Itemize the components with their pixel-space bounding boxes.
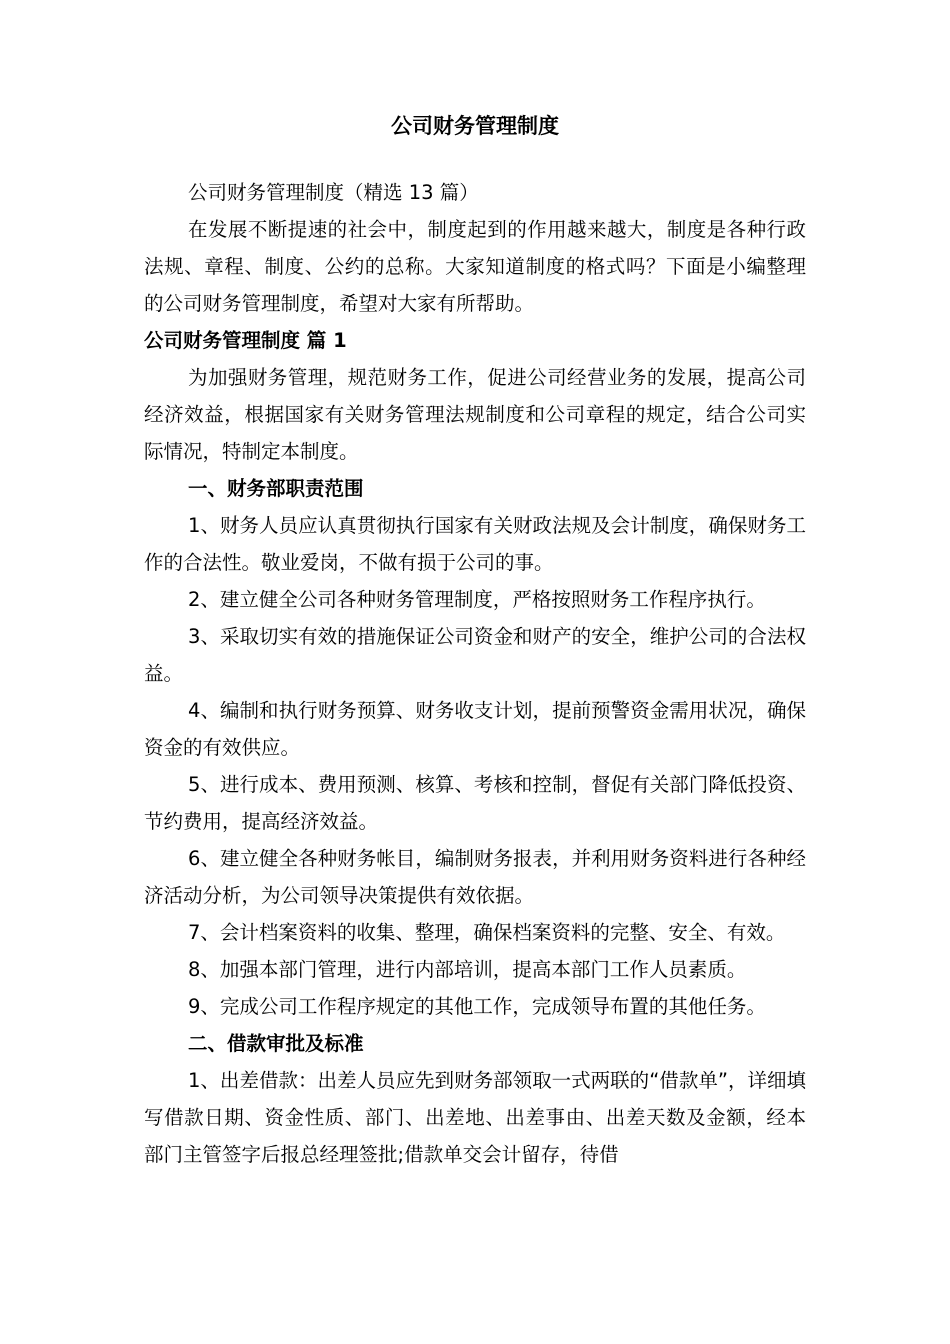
paragraph: 2、建立健全公司各种财务管理制度，严格按照财务工作程序执行。 bbox=[188, 588, 766, 611]
paragraph: 8、加强本部门管理，进行内部培训，提高本部门工作人员素质。 bbox=[188, 958, 747, 981]
paragraph: 4、编制和执行财务预算、财务收支计划，提前预警资金需用状况，确保资金的有效供应。 bbox=[144, 699, 806, 759]
document-body bbox=[144, 174, 806, 1173]
paragraph: 公司财务管理制度（精选 13 篇） bbox=[188, 181, 479, 204]
section-heading: 一、财务部职责范围 bbox=[188, 477, 364, 500]
paragraph: 在发展不断提速的社会中，制度起到的作用越来越大，制度是各种行政法规、章程、制度、公约的总称。大家知道制度的格式吗？下面是小编整理的公司财务管理制度，希望对大家有所帮助。 bbox=[144, 218, 806, 315]
paragraph: 9、完成公司工作程序规定的其他工作，完成领导布置的其他任务。 bbox=[188, 995, 766, 1018]
paragraph: 3、采取切实有效的措施保证公司资金和财产的安全，维护公司的合法权益。 bbox=[144, 625, 806, 685]
paragraph: 为加强财务管理，规范财务工作，促进公司经营业务的发展，提高公司经济效益，根据国家有关财务管理法规制度和公司章程的规定，结合公司实际情况，特制定本制度。 bbox=[144, 366, 806, 463]
paragraph: 6、建立健全各种财务帐目，编制财务报表，并利用财务资料进行各种经济活动分析，为公司领导决策提供有效依据。 bbox=[144, 847, 806, 907]
paragraph: 1、财务人员应认真贯彻执行国家有关财政法规及会计制度，确保财务工作的合法性。敬业爱岗，不做有损于公司的事。 bbox=[144, 514, 806, 574]
section-heading: 二、借款审批及标准 bbox=[188, 1032, 364, 1055]
section-heading: 公司财务管理制度 篇 1 bbox=[144, 329, 347, 352]
paragraph: 5、进行成本、费用预测、核算、考核和控制，督促有关部门降低投资、节约费用，提高经济效益。 bbox=[144, 773, 806, 833]
document-title: 公司财务管理制度 bbox=[391, 114, 559, 138]
paragraph: 7、会计档案资料的收集、整理，确保档案资料的完整、安全、有效。 bbox=[188, 921, 786, 944]
paragraph: 1、出差借款：出差人员应先到财务部领取一式两联的“借款单”，详细填写借款日期、资金性质、部门、出差地、出差事由、出差天数及金额，经本部门主管签字后报总经理签批;借款单交会计留存，待借 bbox=[144, 1069, 806, 1166]
